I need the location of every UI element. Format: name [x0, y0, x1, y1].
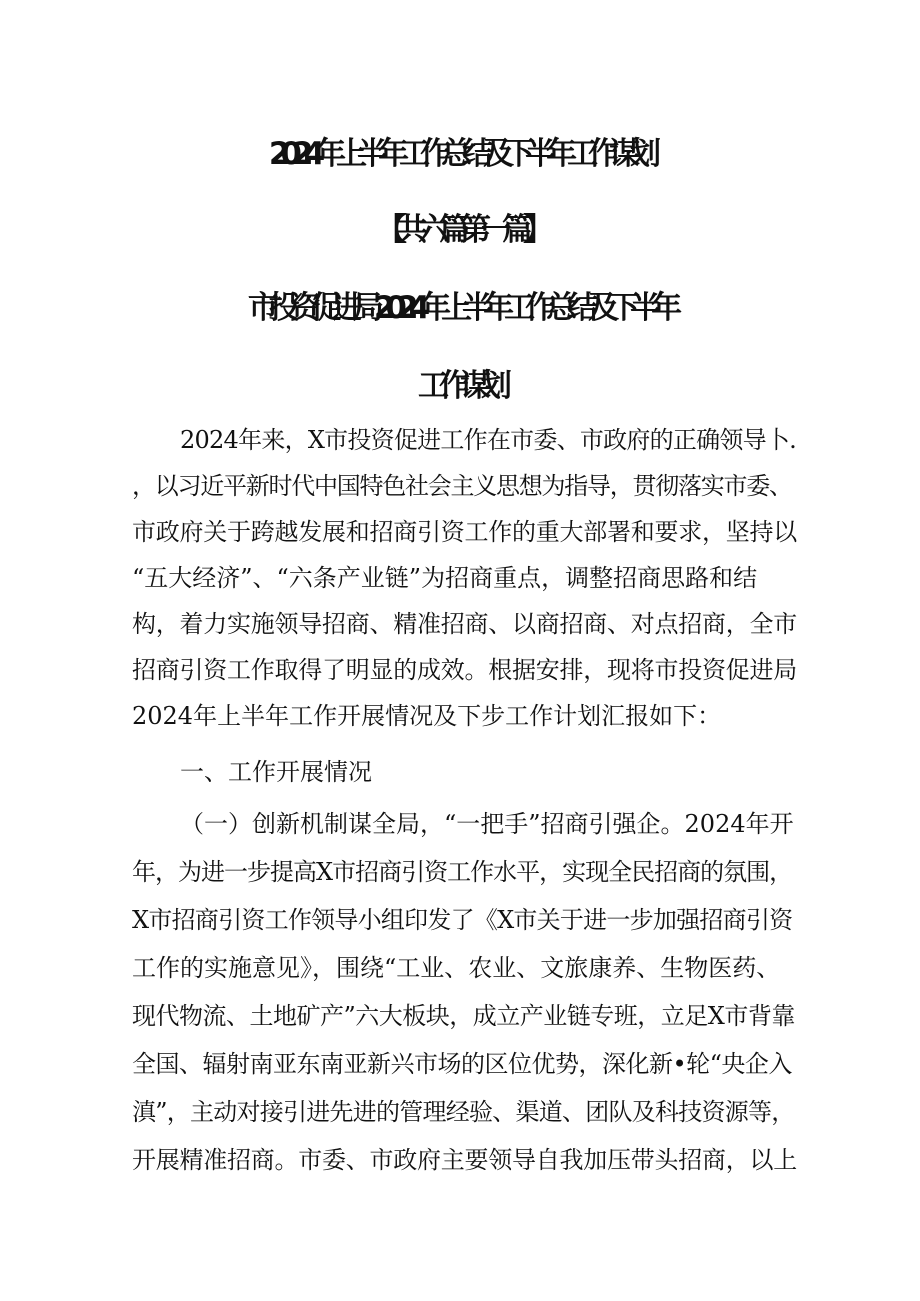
document-title: 2024年上半年工作总结及下半年工作谋划: [268, 136, 652, 172]
paragraph-2-line-3: X市招商引资工作领导小组印发了《X市关于进一步加强招商引资: [132, 906, 793, 934]
paragraph-1-line-6: 招商引资工作取得了明显的成效。根据安排，现将市投资促进局: [132, 656, 797, 684]
paragraph-2-line-1: （一）创新机制谋全局，“一把手”招商引强企。2024年开: [180, 810, 794, 838]
paragraph-2-line-6: 全国、辐射南亚东南亚新兴市场的区位优势，深化新•轮“央企入: [132, 1050, 792, 1078]
paragraph-2-line-4: 工作的实施意见》，围绕“工业、农业、文旅康养、生物医药、: [132, 954, 781, 982]
paragraph-1-line-2: ，以习近平新时代中国特色社会主义思想为指导，贯彻落实市委、: [132, 472, 792, 500]
paragraph-2-line-7: 滇”，主动对接引进先进的管理经验、渠道、团队及科技资源等，: [132, 1098, 795, 1126]
paragraph-1-line-3: 市政府关于跨越发展和招商引资工作的重大部署和要求，坚持以: [132, 518, 797, 546]
paragraph-1-line-1: 2024年来，X市投资促进工作在市委、市政府的正确领导卜.: [180, 426, 797, 454]
section-1-heading: 一、工作开展情况: [180, 758, 372, 786]
paragraph-2-line-2: 年，为进一步提高X市招商引资工作水平，实现全民招商的氛围，: [132, 858, 793, 886]
paragraph-1-line-5: 构，着力实施领导招商、精准招商、以商招商、对点招商，全市: [132, 610, 797, 638]
paragraph-2-line-8: 开展精准招商。市委、市政府主要领导自我加压带头招商，以上: [132, 1146, 797, 1174]
document-subtitle-series: 【共六篇第一篇】: [376, 212, 544, 248]
article-title-line-2: 工作谋划: [418, 368, 502, 404]
paragraph-1-line-4: “五大经济”、“六条产业链”为招商重点，调整招商思路和结: [132, 564, 758, 592]
paragraph-1-line-7: 2024年上半年工作开展情况及下步工作计划汇报如下：: [132, 702, 722, 730]
paragraph-2-line-5: 现代物流、土地矿产”六大板块，成立产业链专班，立足X市背靠: [132, 1002, 795, 1030]
article-title-line-1: 市投资促进局2024年上半年工作总结及下半年: [247, 290, 673, 326]
